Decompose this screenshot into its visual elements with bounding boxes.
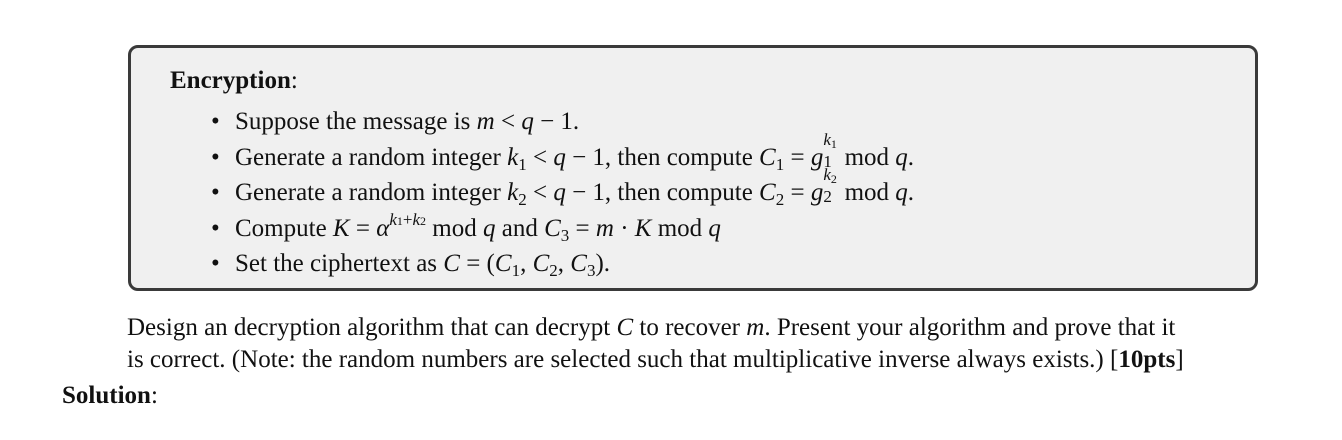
list-item: • Compute $K = \alpha^{k1+k2}$ mod q and $C_3 = m \cdot K$ mod q xyxy=(211,209,721,245)
question-line-2: is correct. (Note: the random numbers are selected such that multiplicative inverse always exists.) [10pts] xyxy=(127,346,1184,373)
bullet-icon: • xyxy=(211,179,220,206)
bullet-icon: • xyxy=(211,108,220,135)
question-paragraph xyxy=(127,312,1277,376)
encryption-steps-list xyxy=(211,104,914,282)
question-line-1: Design an decryption algorithm that can decrypt C to recover m. Present your algorithm and prove that it xyxy=(127,314,1176,341)
encryption-box xyxy=(128,45,1258,291)
list-item: • Generate a random integer $k_1 < q - 1$, then compute $C_1 = g$ k1 1 mod q. xyxy=(211,129,915,174)
encryption-heading: Encryption: xyxy=(170,67,298,94)
list-item: • Suppose the message is m < q − 1. xyxy=(211,104,914,140)
list-item: • Set the ciphertext as $C = (C_1$, $C_2$, $C_3$). xyxy=(211,246,914,282)
bullet-icon: • xyxy=(211,250,220,277)
points-label: 10pts xyxy=(1118,346,1176,373)
solution-heading: Solution: xyxy=(62,382,158,409)
bullet-icon: • xyxy=(211,214,220,242)
bullet-icon: • xyxy=(211,143,220,171)
list-item: • Generate a random integer $k_2 < q - 1$, then compute $C_2 = g$ k2 2 mod q. xyxy=(211,165,915,209)
